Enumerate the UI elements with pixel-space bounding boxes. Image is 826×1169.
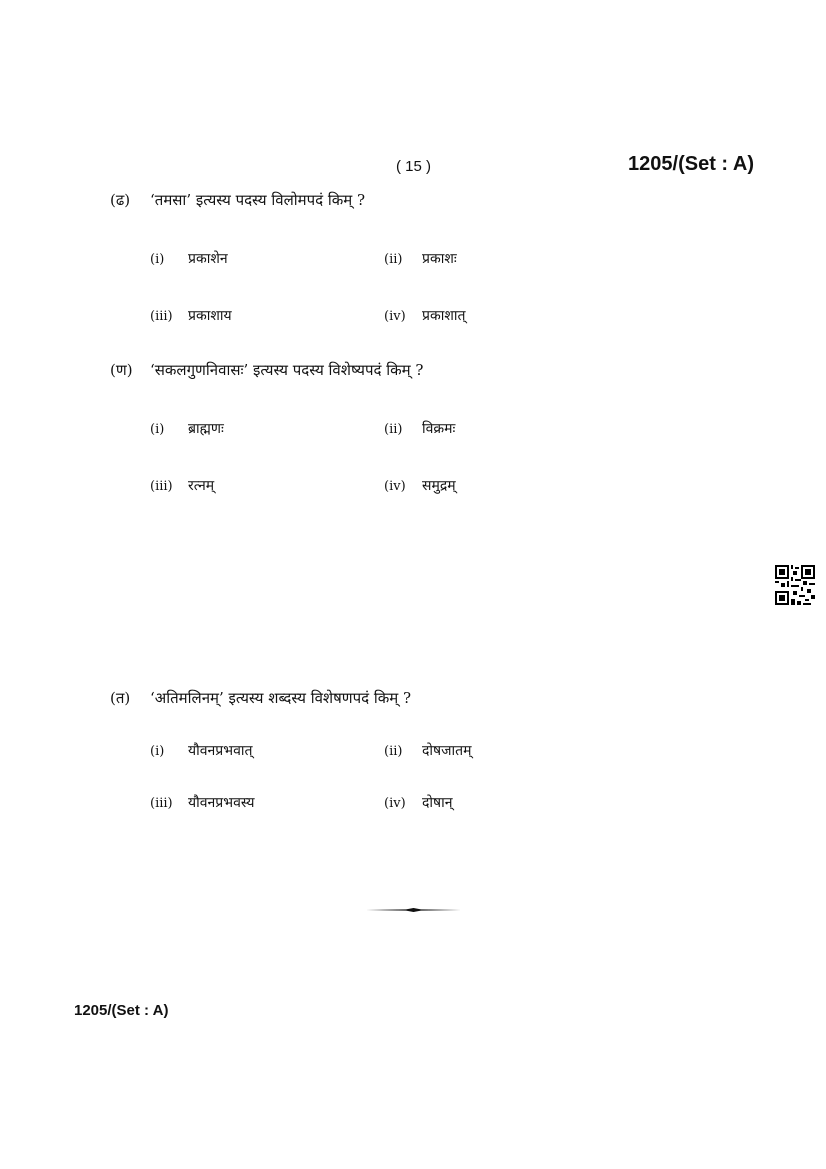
footer-code: 1205/(Set : A) — [74, 1002, 169, 1019]
option-item — [150, 741, 253, 760]
option-text: प्रकाशेन — [188, 251, 228, 267]
question-na — [110, 360, 750, 380]
question-marker: (ण) — [110, 361, 133, 379]
option-item — [150, 476, 214, 495]
question-marker: (त) — [110, 689, 131, 707]
qr-code-icon — [775, 565, 815, 605]
option-text: प्रकाशः — [422, 251, 457, 267]
option-marker: (ii) — [384, 252, 403, 267]
option-item — [150, 793, 254, 812]
question-text: ‘अतिमलिनम्’ इत्यस्य शब्दस्य विशेषणपदं किम् ? — [150, 689, 412, 707]
option-text: रत्नम् — [188, 478, 215, 494]
question-text: ‘सकलगुणनिवासः’ इत्यस्य पदस्य विशेष्यपदं किम् ? — [150, 361, 424, 379]
question-text: ‘तमसा’ इत्यस्य पदस्य विलोमपदं किम् ? — [150, 191, 366, 209]
option-text: दोषान् — [422, 795, 453, 811]
option-item — [384, 249, 457, 268]
option-item — [150, 306, 232, 325]
option-item — [384, 476, 456, 495]
option-marker: (i) — [150, 422, 165, 437]
option-marker: (iii) — [150, 309, 173, 324]
option-text: विक्रमः — [422, 421, 456, 437]
end-divider — [366, 908, 461, 912]
option-item — [384, 741, 472, 760]
option-text: दोषजातम् — [422, 743, 472, 759]
option-marker: (iii) — [150, 479, 173, 494]
option-marker: (iii) — [150, 796, 173, 811]
option-marker: (ii) — [384, 744, 403, 759]
question-dha — [110, 190, 750, 210]
option-marker: (i) — [150, 252, 165, 267]
option-item — [384, 306, 465, 325]
option-item — [384, 793, 453, 812]
option-text: ब्राह्मणः — [188, 421, 224, 437]
question-ta — [110, 688, 750, 708]
option-marker: (iv) — [384, 309, 406, 324]
option-text: समुद्रम् — [422, 478, 456, 494]
option-marker: (iv) — [384, 796, 406, 811]
option-text: प्रकाशात् — [422, 308, 466, 324]
header-code: 1205/(Set : A) — [628, 153, 754, 175]
option-item — [384, 419, 455, 438]
option-text: यौवनप्रभवात् — [188, 743, 253, 759]
option-text: यौवनप्रभवस्य — [188, 795, 255, 811]
option-item — [150, 419, 224, 438]
option-marker: (iv) — [384, 479, 406, 494]
option-marker: (ii) — [384, 422, 403, 437]
question-marker: (ढ) — [110, 191, 131, 209]
option-text: प्रकाशाय — [188, 308, 232, 324]
option-item — [150, 249, 228, 268]
option-marker: (i) — [150, 744, 165, 759]
page-number: ( 15 ) — [396, 158, 432, 175]
